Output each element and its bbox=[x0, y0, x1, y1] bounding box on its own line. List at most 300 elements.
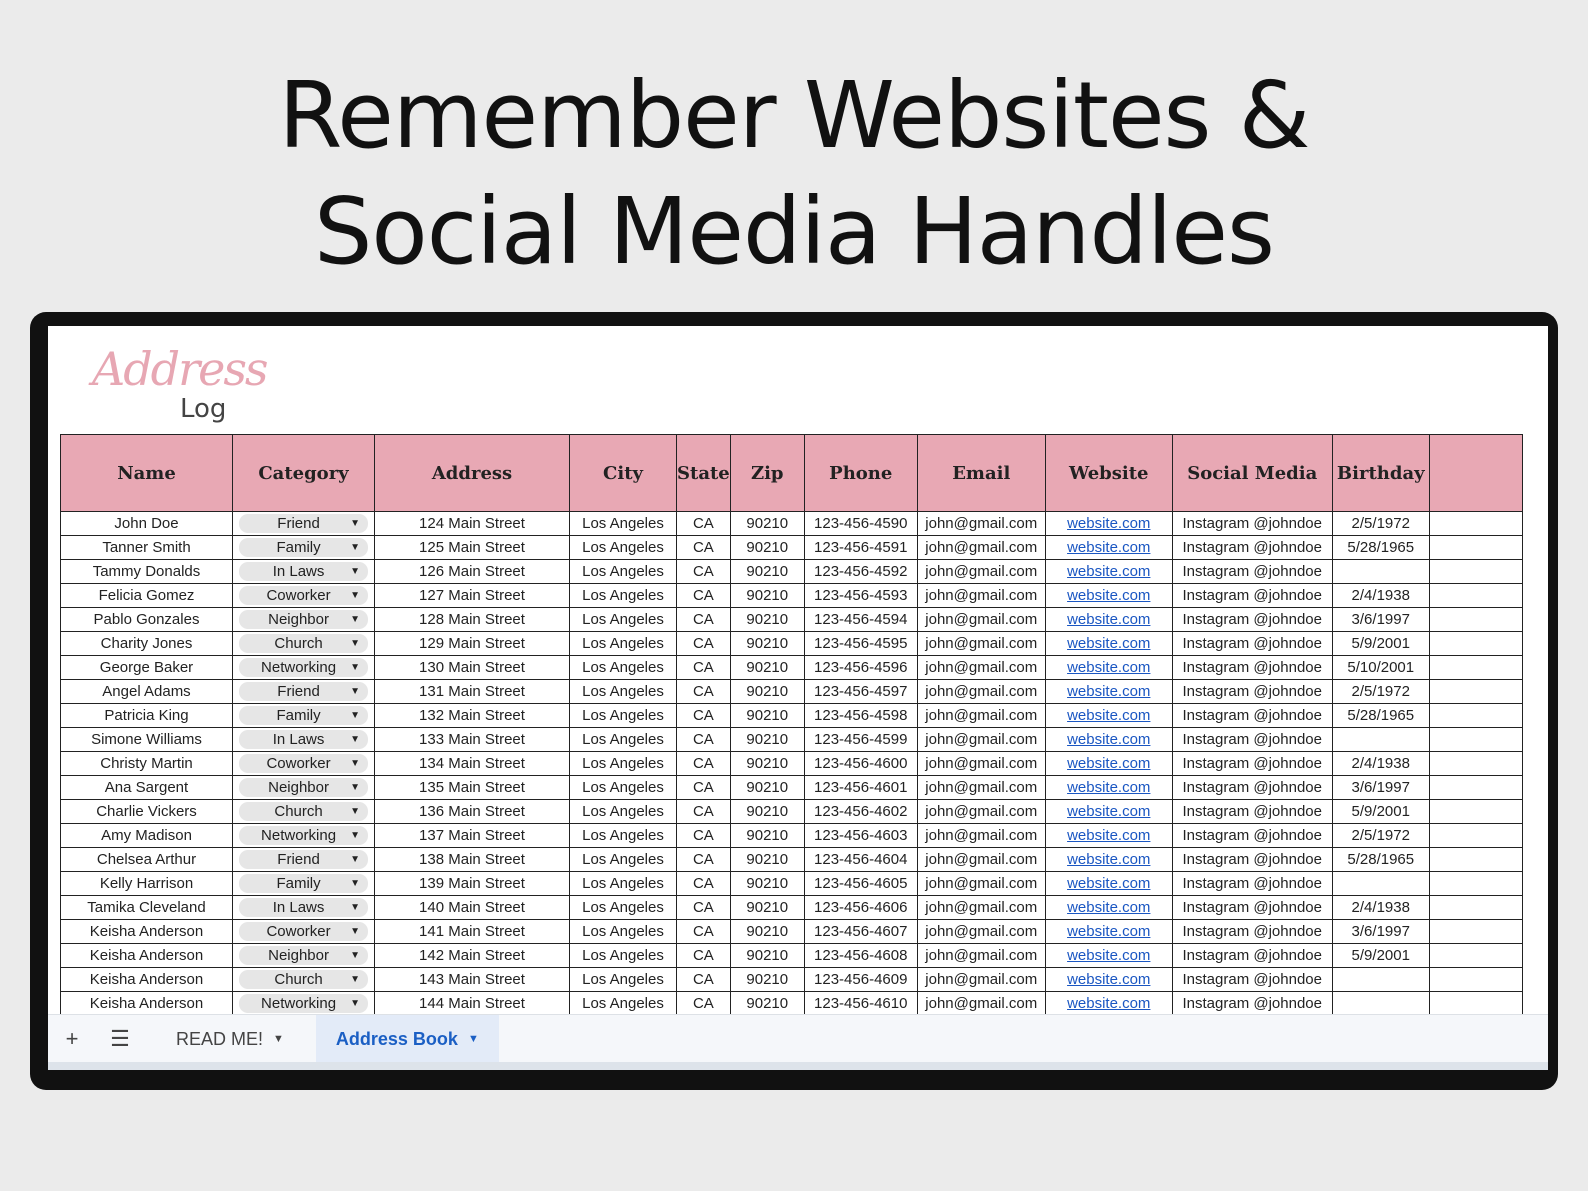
phone-cell[interactable]: 123-456-4597 bbox=[804, 680, 917, 704]
social-media-cell[interactable]: Instagram @johndoe bbox=[1172, 512, 1332, 536]
phone-cell[interactable]: 123-456-4601 bbox=[804, 776, 917, 800]
website-link[interactable]: website.com bbox=[1067, 755, 1151, 772]
email-cell[interactable]: john@gmail.com bbox=[917, 920, 1045, 944]
website-link[interactable]: website.com bbox=[1067, 851, 1151, 868]
name-cell[interactable]: Charity Jones bbox=[61, 632, 233, 656]
email-cell[interactable]: john@gmail.com bbox=[917, 512, 1045, 536]
state-cell[interactable]: CA bbox=[677, 752, 731, 776]
birthday-cell[interactable]: 3/6/1997 bbox=[1332, 776, 1429, 800]
phone-cell[interactable]: 123-456-4591 bbox=[804, 536, 917, 560]
category-dropdown[interactable] bbox=[239, 778, 368, 797]
chevron-down-icon[interactable]: ▼ bbox=[350, 998, 360, 1009]
state-cell[interactable]: CA bbox=[677, 584, 731, 608]
social-media-cell[interactable]: Instagram @johndoe bbox=[1172, 800, 1332, 824]
category-dropdown[interactable] bbox=[239, 634, 368, 653]
category-dropdown[interactable] bbox=[239, 802, 368, 821]
name-cell[interactable]: Charlie Vickers bbox=[61, 800, 233, 824]
name-cell[interactable]: John Doe bbox=[61, 512, 233, 536]
social-media-cell[interactable]: Instagram @johndoe bbox=[1172, 704, 1332, 728]
website-link[interactable]: website.com bbox=[1067, 683, 1151, 700]
column-header[interactable]: State bbox=[677, 435, 731, 512]
address-cell[interactable]: 138 Main Street bbox=[375, 848, 570, 872]
state-cell[interactable]: CA bbox=[677, 704, 731, 728]
email-cell[interactable]: john@gmail.com bbox=[917, 656, 1045, 680]
name-cell[interactable]: Angel Adams bbox=[61, 680, 233, 704]
state-cell[interactable]: CA bbox=[677, 656, 731, 680]
social-media-cell[interactable]: Instagram @johndoe bbox=[1172, 560, 1332, 584]
birthday-cell[interactable]: 5/28/1965 bbox=[1332, 848, 1429, 872]
chevron-down-icon[interactable]: ▼ bbox=[350, 926, 360, 937]
name-cell[interactable]: Felicia Gomez bbox=[61, 584, 233, 608]
zip-cell[interactable]: 90210 bbox=[730, 920, 804, 944]
state-cell[interactable]: CA bbox=[677, 896, 731, 920]
email-cell[interactable]: john@gmail.com bbox=[917, 680, 1045, 704]
category-dropdown[interactable] bbox=[239, 514, 368, 533]
category-cell[interactable] bbox=[233, 848, 375, 872]
address-cell[interactable]: 130 Main Street bbox=[375, 656, 570, 680]
website-cell[interactable] bbox=[1045, 824, 1172, 848]
birthday-cell[interactable] bbox=[1332, 560, 1429, 584]
category-dropdown[interactable] bbox=[239, 562, 368, 581]
website-cell[interactable] bbox=[1045, 776, 1172, 800]
address-cell[interactable]: 135 Main Street bbox=[375, 776, 570, 800]
name-cell[interactable]: Ana Sargent bbox=[61, 776, 233, 800]
website-link[interactable]: website.com bbox=[1067, 659, 1151, 676]
website-link[interactable]: website.com bbox=[1067, 827, 1151, 844]
chevron-down-icon[interactable]: ▼ bbox=[350, 662, 360, 673]
chevron-down-icon[interactable]: ▼ bbox=[350, 974, 360, 985]
website-cell[interactable] bbox=[1045, 536, 1172, 560]
category-dropdown[interactable] bbox=[239, 922, 368, 941]
state-cell[interactable]: CA bbox=[677, 512, 731, 536]
email-cell[interactable]: john@gmail.com bbox=[917, 992, 1045, 1016]
state-cell[interactable]: CA bbox=[677, 536, 731, 560]
name-cell[interactable]: Tanner Smith bbox=[61, 536, 233, 560]
category-cell[interactable] bbox=[233, 752, 375, 776]
website-link[interactable]: website.com bbox=[1067, 611, 1151, 628]
phone-cell[interactable]: 123-456-4602 bbox=[804, 800, 917, 824]
social-media-cell[interactable]: Instagram @johndoe bbox=[1172, 680, 1332, 704]
email-cell[interactable]: john@gmail.com bbox=[917, 848, 1045, 872]
empty-cell[interactable] bbox=[1429, 992, 1522, 1016]
website-cell[interactable] bbox=[1045, 800, 1172, 824]
name-cell[interactable]: Kelly Harrison bbox=[61, 872, 233, 896]
website-cell[interactable] bbox=[1045, 632, 1172, 656]
city-cell[interactable]: Los Angeles bbox=[570, 680, 677, 704]
website-link[interactable]: website.com bbox=[1067, 707, 1151, 724]
chevron-down-icon[interactable]: ▼ bbox=[350, 686, 360, 697]
phone-cell[interactable]: 123-456-4608 bbox=[804, 944, 917, 968]
column-header[interactable]: Name bbox=[61, 435, 233, 512]
chevron-down-icon[interactable]: ▼ bbox=[350, 758, 360, 769]
empty-cell[interactable] bbox=[1429, 560, 1522, 584]
zip-cell[interactable]: 90210 bbox=[730, 968, 804, 992]
category-cell[interactable] bbox=[233, 776, 375, 800]
chevron-down-icon[interactable]: ▼ bbox=[350, 566, 360, 577]
phone-cell[interactable]: 123-456-4607 bbox=[804, 920, 917, 944]
name-cell[interactable]: Patricia King bbox=[61, 704, 233, 728]
empty-cell[interactable] bbox=[1429, 584, 1522, 608]
city-cell[interactable]: Los Angeles bbox=[570, 752, 677, 776]
zip-cell[interactable]: 90210 bbox=[730, 824, 804, 848]
phone-cell[interactable]: 123-456-4600 bbox=[804, 752, 917, 776]
zip-cell[interactable]: 90210 bbox=[730, 584, 804, 608]
category-cell[interactable] bbox=[233, 584, 375, 608]
website-link[interactable]: website.com bbox=[1067, 899, 1151, 916]
address-cell[interactable]: 133 Main Street bbox=[375, 728, 570, 752]
email-cell[interactable]: john@gmail.com bbox=[917, 896, 1045, 920]
category-cell[interactable] bbox=[233, 656, 375, 680]
social-media-cell[interactable]: Instagram @johndoe bbox=[1172, 536, 1332, 560]
phone-cell[interactable]: 123-456-4603 bbox=[804, 824, 917, 848]
address-cell[interactable]: 140 Main Street bbox=[375, 896, 570, 920]
zip-cell[interactable]: 90210 bbox=[730, 848, 804, 872]
website-cell[interactable] bbox=[1045, 608, 1172, 632]
category-dropdown[interactable] bbox=[239, 586, 368, 605]
birthday-cell[interactable]: 2/4/1938 bbox=[1332, 584, 1429, 608]
website-link[interactable]: website.com bbox=[1067, 731, 1151, 748]
empty-cell[interactable] bbox=[1429, 848, 1522, 872]
birthday-cell[interactable]: 5/28/1965 bbox=[1332, 536, 1429, 560]
address-cell[interactable]: 144 Main Street bbox=[375, 992, 570, 1016]
category-dropdown[interactable] bbox=[239, 946, 368, 965]
name-cell[interactable]: Chelsea Arthur bbox=[61, 848, 233, 872]
website-cell[interactable] bbox=[1045, 512, 1172, 536]
city-cell[interactable]: Los Angeles bbox=[570, 512, 677, 536]
column-header[interactable]: Email bbox=[917, 435, 1045, 512]
name-cell[interactable]: George Baker bbox=[61, 656, 233, 680]
address-cell[interactable]: 129 Main Street bbox=[375, 632, 570, 656]
website-link[interactable]: website.com bbox=[1067, 563, 1151, 580]
website-cell[interactable] bbox=[1045, 680, 1172, 704]
name-cell[interactable]: Pablo Gonzales bbox=[61, 608, 233, 632]
email-cell[interactable]: john@gmail.com bbox=[917, 704, 1045, 728]
phone-cell[interactable]: 123-456-4590 bbox=[804, 512, 917, 536]
empty-cell[interactable] bbox=[1429, 896, 1522, 920]
column-header[interactable]: Website bbox=[1045, 435, 1172, 512]
state-cell[interactable]: CA bbox=[677, 680, 731, 704]
state-cell[interactable]: CA bbox=[677, 944, 731, 968]
category-cell[interactable] bbox=[233, 728, 375, 752]
category-cell[interactable] bbox=[233, 608, 375, 632]
state-cell[interactable]: CA bbox=[677, 560, 731, 584]
address-cell[interactable]: 141 Main Street bbox=[375, 920, 570, 944]
chevron-down-icon[interactable]: ▼ bbox=[350, 710, 360, 721]
address-cell[interactable]: 137 Main Street bbox=[375, 824, 570, 848]
category-dropdown[interactable] bbox=[239, 826, 368, 845]
phone-cell[interactable]: 123-456-4592 bbox=[804, 560, 917, 584]
zip-cell[interactable]: 90210 bbox=[730, 560, 804, 584]
birthday-cell[interactable]: 5/10/2001 bbox=[1332, 656, 1429, 680]
website-link[interactable]: website.com bbox=[1067, 923, 1151, 940]
category-dropdown[interactable] bbox=[239, 658, 368, 677]
email-cell[interactable]: john@gmail.com bbox=[917, 944, 1045, 968]
chevron-down-icon[interactable]: ▼ bbox=[350, 806, 360, 817]
website-link[interactable]: website.com bbox=[1067, 803, 1151, 820]
social-media-cell[interactable]: Instagram @johndoe bbox=[1172, 584, 1332, 608]
social-media-cell[interactable]: Instagram @johndoe bbox=[1172, 896, 1332, 920]
empty-cell[interactable] bbox=[1429, 800, 1522, 824]
state-cell[interactable]: CA bbox=[677, 728, 731, 752]
state-cell[interactable]: CA bbox=[677, 632, 731, 656]
category-cell[interactable] bbox=[233, 632, 375, 656]
address-cell[interactable]: 136 Main Street bbox=[375, 800, 570, 824]
address-cell[interactable]: 134 Main Street bbox=[375, 752, 570, 776]
website-cell[interactable] bbox=[1045, 560, 1172, 584]
phone-cell[interactable]: 123-456-4594 bbox=[804, 608, 917, 632]
category-cell[interactable] bbox=[233, 680, 375, 704]
name-cell[interactable]: Tamika Cleveland bbox=[61, 896, 233, 920]
website-link[interactable]: website.com bbox=[1067, 947, 1151, 964]
birthday-cell[interactable]: 2/4/1938 bbox=[1332, 752, 1429, 776]
category-dropdown[interactable] bbox=[239, 538, 368, 557]
empty-cell[interactable] bbox=[1429, 872, 1522, 896]
email-cell[interactable]: john@gmail.com bbox=[917, 584, 1045, 608]
category-dropdown[interactable] bbox=[239, 970, 368, 989]
social-media-cell[interactable]: Instagram @johndoe bbox=[1172, 872, 1332, 896]
empty-cell[interactable] bbox=[1429, 944, 1522, 968]
chevron-down-icon[interactable]: ▼ bbox=[350, 830, 360, 841]
state-cell[interactable]: CA bbox=[677, 968, 731, 992]
zip-cell[interactable]: 90210 bbox=[730, 656, 804, 680]
empty-cell[interactable] bbox=[1429, 608, 1522, 632]
category-dropdown[interactable] bbox=[239, 610, 368, 629]
category-cell[interactable] bbox=[233, 872, 375, 896]
city-cell[interactable]: Los Angeles bbox=[570, 872, 677, 896]
state-cell[interactable]: CA bbox=[677, 848, 731, 872]
chevron-down-icon[interactable]: ▼ bbox=[350, 902, 360, 913]
email-cell[interactable]: john@gmail.com bbox=[917, 536, 1045, 560]
social-media-cell[interactable]: Instagram @johndoe bbox=[1172, 968, 1332, 992]
category-dropdown[interactable] bbox=[239, 850, 368, 869]
column-header[interactable]: Birthday bbox=[1332, 435, 1429, 512]
chevron-down-icon[interactable]: ▼ bbox=[350, 590, 360, 601]
email-cell[interactable]: john@gmail.com bbox=[917, 824, 1045, 848]
website-cell[interactable] bbox=[1045, 704, 1172, 728]
empty-cell[interactable] bbox=[1429, 752, 1522, 776]
zip-cell[interactable]: 90210 bbox=[730, 776, 804, 800]
category-dropdown[interactable] bbox=[239, 682, 368, 701]
birthday-cell[interactable] bbox=[1332, 968, 1429, 992]
address-cell[interactable]: 124 Main Street bbox=[375, 512, 570, 536]
website-cell[interactable] bbox=[1045, 896, 1172, 920]
name-cell[interactable]: Christy Martin bbox=[61, 752, 233, 776]
birthday-cell[interactable]: 3/6/1997 bbox=[1332, 920, 1429, 944]
phone-cell[interactable]: 123-456-4593 bbox=[804, 584, 917, 608]
name-cell[interactable]: Amy Madison bbox=[61, 824, 233, 848]
birthday-cell[interactable] bbox=[1332, 992, 1429, 1016]
website-link[interactable]: website.com bbox=[1067, 539, 1151, 556]
category-dropdown[interactable] bbox=[239, 874, 368, 893]
state-cell[interactable]: CA bbox=[677, 920, 731, 944]
website-link[interactable]: website.com bbox=[1067, 587, 1151, 604]
chevron-down-icon[interactable]: ▼ bbox=[467, 1033, 479, 1045]
city-cell[interactable]: Los Angeles bbox=[570, 608, 677, 632]
website-cell[interactable] bbox=[1045, 584, 1172, 608]
name-cell[interactable]: Keisha Anderson bbox=[61, 944, 233, 968]
social-media-cell[interactable]: Instagram @johndoe bbox=[1172, 608, 1332, 632]
state-cell[interactable]: CA bbox=[677, 776, 731, 800]
zip-cell[interactable]: 90210 bbox=[730, 512, 804, 536]
phone-cell[interactable]: 123-456-4610 bbox=[804, 992, 917, 1016]
name-cell[interactable]: Keisha Anderson bbox=[61, 968, 233, 992]
name-cell[interactable]: Tammy Donalds bbox=[61, 560, 233, 584]
empty-cell[interactable] bbox=[1429, 680, 1522, 704]
birthday-cell[interactable]: 3/6/1997 bbox=[1332, 608, 1429, 632]
chevron-down-icon[interactable]: ▼ bbox=[273, 1033, 284, 1045]
column-header[interactable]: Social Media bbox=[1172, 435, 1332, 512]
column-header[interactable] bbox=[1429, 435, 1522, 512]
city-cell[interactable]: Los Angeles bbox=[570, 944, 677, 968]
city-cell[interactable]: Los Angeles bbox=[570, 800, 677, 824]
city-cell[interactable]: Los Angeles bbox=[570, 560, 677, 584]
website-cell[interactable] bbox=[1045, 968, 1172, 992]
city-cell[interactable]: Los Angeles bbox=[570, 992, 677, 1016]
empty-cell[interactable] bbox=[1429, 704, 1522, 728]
city-cell[interactable]: Los Angeles bbox=[570, 848, 677, 872]
address-cell[interactable]: 131 Main Street bbox=[375, 680, 570, 704]
category-cell[interactable] bbox=[233, 560, 375, 584]
phone-cell[interactable]: 123-456-4609 bbox=[804, 968, 917, 992]
website-cell[interactable] bbox=[1045, 752, 1172, 776]
empty-cell[interactable] bbox=[1429, 512, 1522, 536]
category-cell[interactable] bbox=[233, 944, 375, 968]
zip-cell[interactable]: 90210 bbox=[730, 896, 804, 920]
address-cell[interactable]: 125 Main Street bbox=[375, 536, 570, 560]
website-cell[interactable] bbox=[1045, 920, 1172, 944]
website-link[interactable]: website.com bbox=[1067, 995, 1151, 1012]
address-cell[interactable]: 142 Main Street bbox=[375, 944, 570, 968]
empty-cell[interactable] bbox=[1429, 656, 1522, 680]
chevron-down-icon[interactable]: ▼ bbox=[350, 614, 360, 625]
phone-cell[interactable]: 123-456-4599 bbox=[804, 728, 917, 752]
zip-cell[interactable]: 90210 bbox=[730, 992, 804, 1016]
birthday-cell[interactable]: 5/9/2001 bbox=[1332, 800, 1429, 824]
website-cell[interactable] bbox=[1045, 992, 1172, 1016]
address-cell[interactable]: 128 Main Street bbox=[375, 608, 570, 632]
website-link[interactable]: website.com bbox=[1067, 779, 1151, 796]
website-link[interactable]: website.com bbox=[1067, 971, 1151, 988]
email-cell[interactable]: john@gmail.com bbox=[917, 872, 1045, 896]
social-media-cell[interactable]: Instagram @johndoe bbox=[1172, 656, 1332, 680]
state-cell[interactable]: CA bbox=[677, 824, 731, 848]
website-cell[interactable] bbox=[1045, 872, 1172, 896]
plus-icon[interactable]: + bbox=[65, 1026, 79, 1051]
website-link[interactable]: website.com bbox=[1067, 635, 1151, 652]
email-cell[interactable]: john@gmail.com bbox=[917, 800, 1045, 824]
chevron-down-icon[interactable]: ▼ bbox=[350, 542, 360, 553]
city-cell[interactable]: Los Angeles bbox=[570, 920, 677, 944]
phone-cell[interactable]: 123-456-4596 bbox=[804, 656, 917, 680]
chevron-down-icon[interactable]: ▼ bbox=[350, 878, 360, 889]
social-media-cell[interactable]: Instagram @johndoe bbox=[1172, 776, 1332, 800]
website-cell[interactable] bbox=[1045, 848, 1172, 872]
zip-cell[interactable]: 90210 bbox=[730, 728, 804, 752]
city-cell[interactable]: Los Angeles bbox=[570, 704, 677, 728]
category-dropdown[interactable] bbox=[239, 706, 368, 725]
email-cell[interactable]: john@gmail.com bbox=[917, 968, 1045, 992]
birthday-cell[interactable]: 5/9/2001 bbox=[1332, 944, 1429, 968]
city-cell[interactable]: Los Angeles bbox=[570, 536, 677, 560]
category-cell[interactable] bbox=[233, 512, 375, 536]
city-cell[interactable]: Los Angeles bbox=[570, 776, 677, 800]
email-cell[interactable]: john@gmail.com bbox=[917, 608, 1045, 632]
city-cell[interactable]: Los Angeles bbox=[570, 584, 677, 608]
empty-cell[interactable] bbox=[1429, 536, 1522, 560]
social-media-cell[interactable]: Instagram @johndoe bbox=[1172, 632, 1332, 656]
category-cell[interactable] bbox=[233, 536, 375, 560]
zip-cell[interactable]: 90210 bbox=[730, 872, 804, 896]
state-cell[interactable]: CA bbox=[677, 800, 731, 824]
category-cell[interactable] bbox=[233, 824, 375, 848]
empty-cell[interactable] bbox=[1429, 728, 1522, 752]
zip-cell[interactable]: 90210 bbox=[730, 752, 804, 776]
website-link[interactable]: website.com bbox=[1067, 875, 1151, 892]
zip-cell[interactable]: 90210 bbox=[730, 800, 804, 824]
name-cell[interactable]: Simone Williams bbox=[61, 728, 233, 752]
social-media-cell[interactable]: Instagram @johndoe bbox=[1172, 728, 1332, 752]
birthday-cell[interactable]: 5/9/2001 bbox=[1332, 632, 1429, 656]
address-cell[interactable]: 143 Main Street bbox=[375, 968, 570, 992]
zip-cell[interactable]: 90210 bbox=[730, 944, 804, 968]
column-header[interactable]: Phone bbox=[804, 435, 917, 512]
category-dropdown[interactable] bbox=[239, 898, 368, 917]
social-media-cell[interactable]: Instagram @johndoe bbox=[1172, 848, 1332, 872]
social-media-cell[interactable]: Instagram @johndoe bbox=[1172, 752, 1332, 776]
phone-cell[interactable]: 123-456-4598 bbox=[804, 704, 917, 728]
state-cell[interactable]: CA bbox=[677, 872, 731, 896]
social-media-cell[interactable]: Instagram @johndoe bbox=[1172, 944, 1332, 968]
email-cell[interactable]: john@gmail.com bbox=[917, 728, 1045, 752]
category-cell[interactable] bbox=[233, 992, 375, 1016]
city-cell[interactable]: Los Angeles bbox=[570, 896, 677, 920]
birthday-cell[interactable]: 2/4/1938 bbox=[1332, 896, 1429, 920]
empty-cell[interactable] bbox=[1429, 824, 1522, 848]
website-link[interactable]: website.com bbox=[1067, 515, 1151, 532]
category-cell[interactable] bbox=[233, 896, 375, 920]
column-header[interactable]: Category bbox=[233, 435, 375, 512]
social-media-cell[interactable]: Instagram @johndoe bbox=[1172, 824, 1332, 848]
chevron-down-icon[interactable]: ▼ bbox=[350, 734, 360, 745]
birthday-cell[interactable] bbox=[1332, 728, 1429, 752]
chevron-down-icon[interactable]: ▼ bbox=[350, 782, 360, 793]
chevron-down-icon[interactable]: ▼ bbox=[350, 518, 360, 529]
phone-cell[interactable]: 123-456-4595 bbox=[804, 632, 917, 656]
category-cell[interactable] bbox=[233, 920, 375, 944]
birthday-cell[interactable]: 2/5/1972 bbox=[1332, 824, 1429, 848]
tab-read-me[interactable] bbox=[156, 1015, 304, 1063]
category-cell[interactable] bbox=[233, 704, 375, 728]
chevron-down-icon[interactable]: ▼ bbox=[350, 638, 360, 649]
name-cell[interactable]: Keisha Anderson bbox=[61, 920, 233, 944]
zip-cell[interactable]: 90210 bbox=[730, 680, 804, 704]
zip-cell[interactable]: 90210 bbox=[730, 608, 804, 632]
chevron-down-icon[interactable]: ▼ bbox=[350, 854, 360, 865]
email-cell[interactable]: john@gmail.com bbox=[917, 776, 1045, 800]
state-cell[interactable]: CA bbox=[677, 992, 731, 1016]
birthday-cell[interactable]: 2/5/1972 bbox=[1332, 512, 1429, 536]
social-media-cell[interactable]: Instagram @johndoe bbox=[1172, 992, 1332, 1016]
category-dropdown[interactable] bbox=[239, 994, 368, 1013]
zip-cell[interactable]: 90210 bbox=[730, 632, 804, 656]
email-cell[interactable]: john@gmail.com bbox=[917, 560, 1045, 584]
name-cell[interactable]: Keisha Anderson bbox=[61, 992, 233, 1016]
tab-address-book[interactable] bbox=[316, 1015, 499, 1063]
column-header[interactable]: Zip bbox=[730, 435, 804, 512]
empty-cell[interactable] bbox=[1429, 632, 1522, 656]
address-cell[interactable]: 139 Main Street bbox=[375, 872, 570, 896]
website-cell[interactable] bbox=[1045, 728, 1172, 752]
